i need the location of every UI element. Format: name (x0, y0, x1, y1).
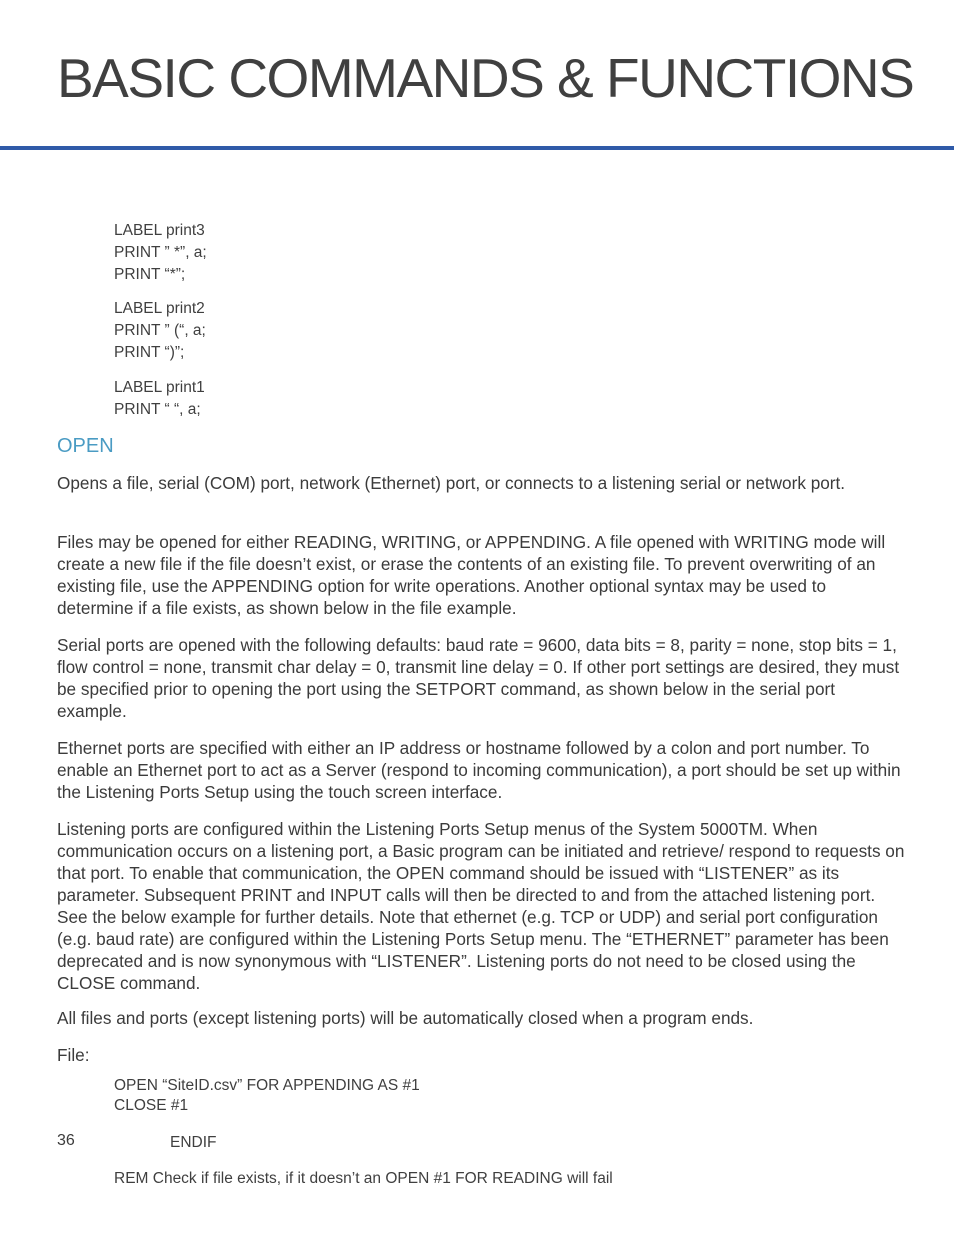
code-line: PRINT “*”; (114, 266, 186, 283)
code-block-print3 (114, 220, 207, 286)
paragraph-file-label: File: (57, 1045, 90, 1065)
paragraph: Files may be opened for either READING, WRITING, or APPENDING. A file opened with WRITING mode will create a new file if the file doesn’t exist, or erase the contents of an existing file. To prevent overwriting of an existing file, use the APPENDING option for write operations. Another optional syntax may be used to determine if a file exists, as shown below in the file example. (57, 532, 886, 618)
code-line: CLOSE #1 (114, 1097, 189, 1114)
code-line: LABEL print1 (114, 379, 205, 396)
code-line-rem: REM Check if file exists, if it doesn’t an OPEN #1 FOR READING will fail (114, 1170, 613, 1187)
code-line: OPEN “SiteID.csv” FOR APPENDING AS #1 (114, 1077, 420, 1094)
code-block-file-example (114, 1076, 420, 1116)
code-line: PRINT “ “, a; (114, 401, 201, 418)
code-line: LABEL print2 (114, 300, 205, 317)
code-block-print1 (114, 377, 205, 421)
code-block-print2 (114, 298, 206, 364)
paragraph: Ethernet ports are specified with either an IP address or hostname followed by a colon and port number. To enable an Ethernet port to act as a Server (respond to incoming communication), a port should be set up within the Listening Ports Setup using the touch screen interface. (57, 738, 901, 802)
paragraph: Serial ports are opened with the following defaults: baud rate = 9600, data bits = 8, parity = none, stop bits = 1, flow control = none, transmit char delay = 0, transmit line delay = 0. If other port settings are desired, they must be specified prior to opening the port using the SETPORT command, as shown below in the serial port example. (57, 635, 900, 721)
code-line: PRINT ” *”, a; (114, 244, 207, 261)
title-rule (0, 146, 954, 150)
code-line: PRINT “)”; (114, 344, 185, 361)
code-line: LABEL print3 (114, 222, 205, 239)
paragraph: All files and ports (except listening ports) will be automatically closed when a program ends. (57, 1008, 754, 1028)
section-heading-open: OPEN (57, 435, 114, 457)
page-number: 36 (57, 1132, 75, 1149)
code-line-endif: ENDIF (170, 1134, 217, 1151)
code-line: PRINT ” (“, a; (114, 322, 206, 339)
page-title: BASIC COMMANDS & FUNCTIONS (57, 47, 914, 109)
paragraph: Opens a file, serial (COM) port, network (Ethernet) port, or connects to a listening serial or network port. (57, 473, 846, 493)
paragraph: Listening ports are configured within the Listening Ports Setup menus of the System 5000TM. When communication occurs on a listening port, a Basic program can be initiated and retrieve/ respond to requests on that port. To enable that communication, the OPEN command should be issued with “LISTENER” as its parameter. Subsequent PRINT and INPUT calls will then be directed to and from the attached listening port. See the below example for further details. Note that ethernet (e.g. TCP or UDP) and serial port configuration (e.g. baud rate) are configured within the Listening Ports Setup menu. The “ETHERNET” parameter has been deprecated and is now synonymous with “LISTENER”. Listening ports do not need to be closed using the CLOSE command. (57, 819, 905, 993)
